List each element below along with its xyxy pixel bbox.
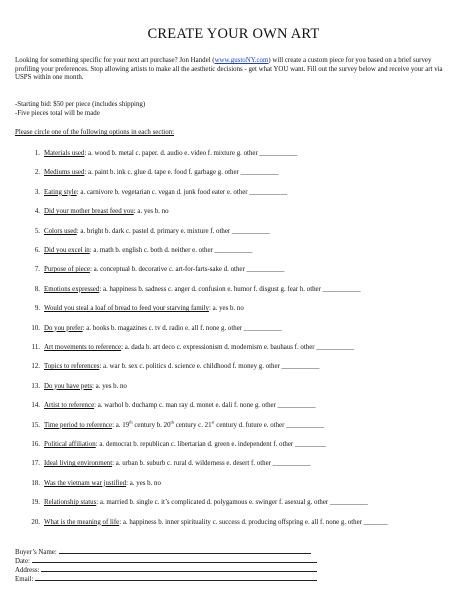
question-number: 1. [34,150,40,157]
question-options[interactable]: : a. urban b. suburb c. rural d. wilderness e. desert f. other ___________ [112,460,311,468]
email-field[interactable] [35,574,317,581]
survey-question[interactable] [24,344,354,351]
buyer-name-field[interactable] [59,547,311,554]
question-options-continued[interactable]: century b. 20 [132,421,171,429]
buyer-name-row[interactable] [15,547,311,556]
question-label: Emotions expressed [44,285,100,293]
question-options[interactable]: : a. warhol b. duchamp c. man ray d. monet e. dali f. none g. other ___________ [94,402,316,410]
question-number: 6. [34,247,40,254]
question-label: Colors used [44,227,77,235]
question-options[interactable]: : a. democrat b. republican c. libertarian d. green e. independent f. other _________ [95,441,326,448]
survey-question[interactable] [24,228,270,235]
email-label: Email: [15,576,34,583]
address-field[interactable] [41,565,317,572]
question-options[interactable]: : a. yes b. no [92,382,127,390]
date-label: Date: [15,558,30,565]
question-options[interactable]: : a. bright b. dark c. pastel d. primary e. mixture f. other ___________ [76,227,270,235]
question-options[interactable]: : a. carnivore b. vegetarian c. vegan d. junk food eater e. other ___________ [76,188,288,196]
survey-question[interactable] [24,383,127,390]
question-number: 8. [34,285,40,293]
question-options[interactable]: : a. 19 [112,421,130,429]
instruction-text: Please circle one of the following options in each section: [15,129,175,136]
ordinal-suffix: st [211,419,215,425]
survey-question[interactable] [24,150,297,157]
question-options[interactable]: : a. war b. sex c. politics d. science e. childhood f. money g. other ___________ [99,363,320,371]
question-label: Purpose of piece [44,266,90,274]
question-options[interactable]: : a. yes b. no [126,479,161,487]
survey-question[interactable] [24,189,287,196]
question-number: 3. [34,188,40,196]
bid-info [15,101,145,118]
question-number: 14. [31,402,40,410]
date-field[interactable] [32,556,317,563]
survey-question[interactable] [24,266,284,273]
survey-question[interactable] [24,419,325,429]
email-row[interactable] [15,574,317,583]
question-label: Artist to reference [44,402,95,410]
question-label: Materials used [44,150,85,157]
intro-text-start: Looking for something specific for your next art purchase? Jon Handel ( [15,57,215,64]
survey-question[interactable] [24,519,388,526]
ordinal-suffix: th [170,419,175,425]
survey-question[interactable] [24,460,311,467]
website-link[interactable]: www.gustoNY.com [214,57,269,64]
question-number: 18. [31,479,40,487]
question-number: 17. [31,460,40,468]
question-number: 11. [31,344,40,351]
address-label: Address: [15,567,40,574]
ordinal-suffix: th [129,419,133,425]
survey-question[interactable] [24,286,361,293]
question-label: Did you excel in [44,247,90,254]
question-options[interactable]: : a. paint b. ink c. glue d. tape e. food f. garbage g. other ___________ [84,169,279,177]
question-label: Would you steal a loaf of bread to feed your starving family [44,305,209,313]
question-options[interactable]: : a. math b. english c. both d. neither e. other ___________ [89,247,253,254]
buyer-name-label: Buyer’s Name: [15,549,57,556]
question-number: 2. [34,169,40,177]
page-title: CREATE YOUR OWN ART [147,26,320,42]
question-options[interactable]: : a. wood b. metal c. paper. d. audio e. video f. mixture g. other ___________ [84,150,298,157]
question-options[interactable]: : a. married b. single c. it’s complicated d. polygamous e. swinger f. asexual g. other ___________ [96,499,368,507]
question-label: Time period to reference [44,421,113,429]
question-options-continued[interactable]: century c. 21 [174,421,212,429]
question-options[interactable]: : a. happiness b. sadness c. anger d. confusion e. humor f. disgust g. fear h. other ___________ [99,285,361,293]
question-number: 9. [34,305,40,313]
question-label: Do you prefer [44,324,83,332]
question-label: Topics to references [44,363,100,371]
survey-question[interactable] [24,499,368,506]
question-options[interactable]: : a. books b. magazines c. tv d. radio e. all f. none g. other ___________ [82,324,282,332]
intro-paragraph [15,57,455,83]
question-options-continued[interactable]: century d. future e. other ___________ [214,421,325,429]
survey-question[interactable] [24,480,161,487]
survey-question[interactable] [24,363,319,370]
question-label: Was the vietnam war justified [44,479,127,487]
question-number: 7. [34,266,40,274]
question-number: 13. [31,382,40,390]
question-label: Eating style [44,188,77,196]
question-number: 15. [31,421,40,429]
question-label: Do you have pets [44,382,93,390]
question-number: 5. [34,227,40,235]
question-label: What is the meaning of life [44,518,120,526]
question-options[interactable]: : a. dada b. art deco c. expressionism d. modernism e. bauhaus f. other ___________ [121,344,355,351]
question-label: Art movements to reference [44,344,122,351]
question-label: Relationship status [44,499,97,507]
question-number: 19. [31,499,40,507]
survey-question[interactable] [24,208,169,215]
question-number: 20. [31,518,40,526]
survey-question[interactable] [24,305,244,312]
question-options[interactable]: : a. conceptual b. decorative c. art-for-farts-sake d. other ___________ [89,266,285,274]
question-options[interactable]: : a. yes b. no [133,208,169,216]
question-options[interactable]: : a. yes b. no [208,305,244,313]
starting-bid-line: -Starting bid: $50 per piece (includes shipping) [15,101,146,108]
intro-text-end: ) will create a custom piece for you based on a brief survey profiling your preferences. Stop allowing artists to make all the aesthetic decisions - get what YOU want. Fill out the survey below and receive your art via USPS within one month. [15,57,443,82]
question-label: Did your mother breast feed you [44,208,134,216]
question-number: 4. [34,208,40,216]
survey-question[interactable] [24,169,278,176]
question-label: Mediums used [44,169,85,177]
survey-question[interactable] [24,325,282,332]
address-row[interactable] [15,565,317,574]
question-label: Ideal living environment [44,460,113,468]
survey-question[interactable] [24,441,326,448]
question-options[interactable]: : a. happiness b. inner spirituality c. success d. producing offspring e. all f. none g. other _______ [119,518,388,526]
date-row[interactable] [15,556,317,565]
question-number: 16. [31,441,40,448]
question-number: 12. [31,363,40,371]
question-number: 10. [31,324,40,332]
survey-question[interactable] [24,247,252,254]
survey-question[interactable] [24,402,316,409]
pieces-total-line: -Five pieces total will be made [15,109,100,117]
question-label: Political affiliation [44,441,96,448]
